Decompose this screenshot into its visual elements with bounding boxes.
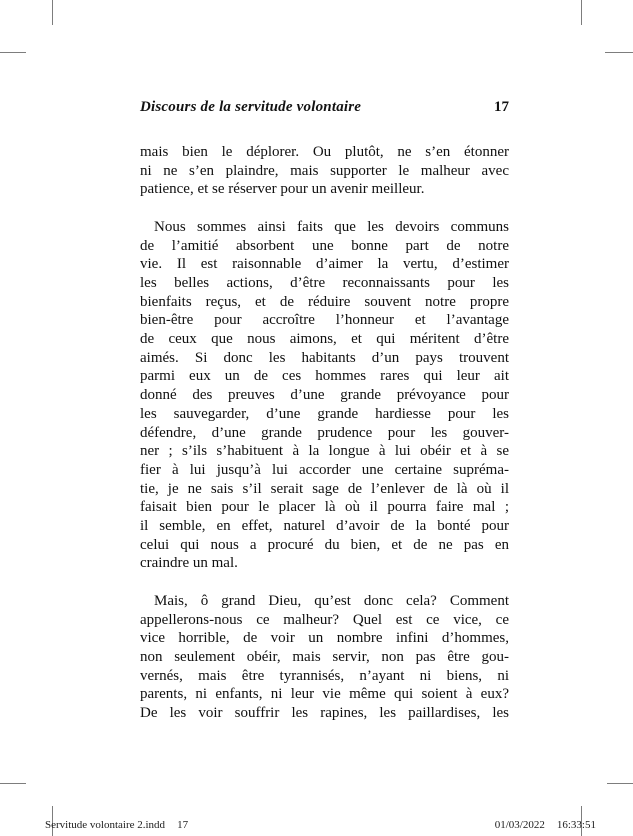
slug-timestamp [495, 819, 596, 831]
text-line: parents, ni enfants, ni leur vie même qui soient à eux? [140, 686, 509, 703]
paragraph [140, 592, 509, 723]
text-line: ni ne s’en plaindre, mais supporter le malheur avec [140, 162, 509, 179]
text-line: vice horrible, de voir un nombre infini d’hommes, [140, 630, 509, 647]
page-number: 17 [494, 99, 509, 115]
text-line: de ceux que nous aimons, et qui méritent d’être [140, 331, 509, 348]
slug-document-name: Servitude volontaire 2.indd [45, 819, 166, 831]
text-body [140, 143, 509, 723]
text-line: bien-être pour accroître l’honneur et l’avantage [140, 312, 509, 329]
text-line: celui qui nous a procuré du bien, et de ne pas en [140, 536, 509, 553]
paragraph [140, 143, 509, 199]
text-line: appellerons-nous ce malheur? Quel est ce vice, ce [140, 611, 509, 628]
crop-mark-top-left-horizontal [0, 52, 26, 54]
text-line: il semble, en effet, naturel d’avoir de la bonté pour [140, 518, 509, 535]
text-line: non seulement obéir, mais servir, non pas être gou- [140, 648, 509, 665]
text-line: défendre, d’une grande prudence pour les gouver- [140, 424, 509, 441]
text-line: faisait bien pour le placer là où il pourra faire mal ; [140, 499, 509, 516]
text-line: donné des preuves d’une grande prévoyance pour [140, 387, 509, 404]
crop-mark-top-right-vertical [581, 0, 583, 25]
text-line: tie, je ne sais s’il serait sage de l’enlever de là où il [140, 480, 509, 497]
text-line: vernés, mais être tyrannisés, n’ayant ni biens, ni [140, 667, 509, 684]
text-line: patience, et se réserver pour un avenir meilleur. [140, 181, 425, 198]
text-line: parmi eux un de ces hommes rares qui leur ait [140, 368, 509, 385]
text-line: vie. Il est raisonnable d’aimer la vertu, d’estimer [140, 256, 509, 273]
slug-page-number: 17 [177, 819, 189, 831]
slug-time: 16:33:51 [556, 819, 596, 831]
text-line: aimés. Si donc les habitants d’un pays trouvent [140, 349, 509, 366]
paragraph [140, 218, 509, 573]
crop-mark-top-right-horizontal [605, 52, 633, 54]
text-line: Nous sommes ainsi faits que les devoirs communs [154, 218, 509, 235]
text-line: mais bien le déplorer. Ou plutôt, ne s’en étonner [140, 144, 509, 160]
text-line: fier à lui jusqu’à lui accorder une certaine supréma- [140, 461, 509, 478]
chapter-title: Discours de la servitude volontaire [140, 99, 362, 115]
text-line: les belles actions, d’être reconnaissants pour les [140, 274, 509, 291]
text-line: de l’amitié absorbent une bonne part de notre [140, 237, 509, 254]
text-line: Mais, ô grand Dieu, qu’est donc cela? Comment [154, 592, 509, 609]
slug-filename [45, 819, 188, 831]
text-line: les sauvegarder, d’une grande hardiesse pour les [140, 405, 509, 422]
text-line: ner ; s’ils s’habituent à la longue à lui obéir et à se [140, 443, 509, 460]
running-head [140, 99, 509, 116]
text-line: bienfaits reçus, et de réduire souvent notre propre [140, 293, 509, 310]
crop-mark-top-left-vertical [52, 0, 54, 25]
slug-date: 01/03/2022 [494, 819, 545, 831]
text-line: craindre un mal. [140, 555, 238, 572]
crop-mark-bottom-left-horizontal [0, 783, 26, 785]
text-line: De les voir souffrir les rapines, les paillardises, les [140, 705, 509, 722]
crop-mark-bottom-right-horizontal [607, 783, 633, 785]
